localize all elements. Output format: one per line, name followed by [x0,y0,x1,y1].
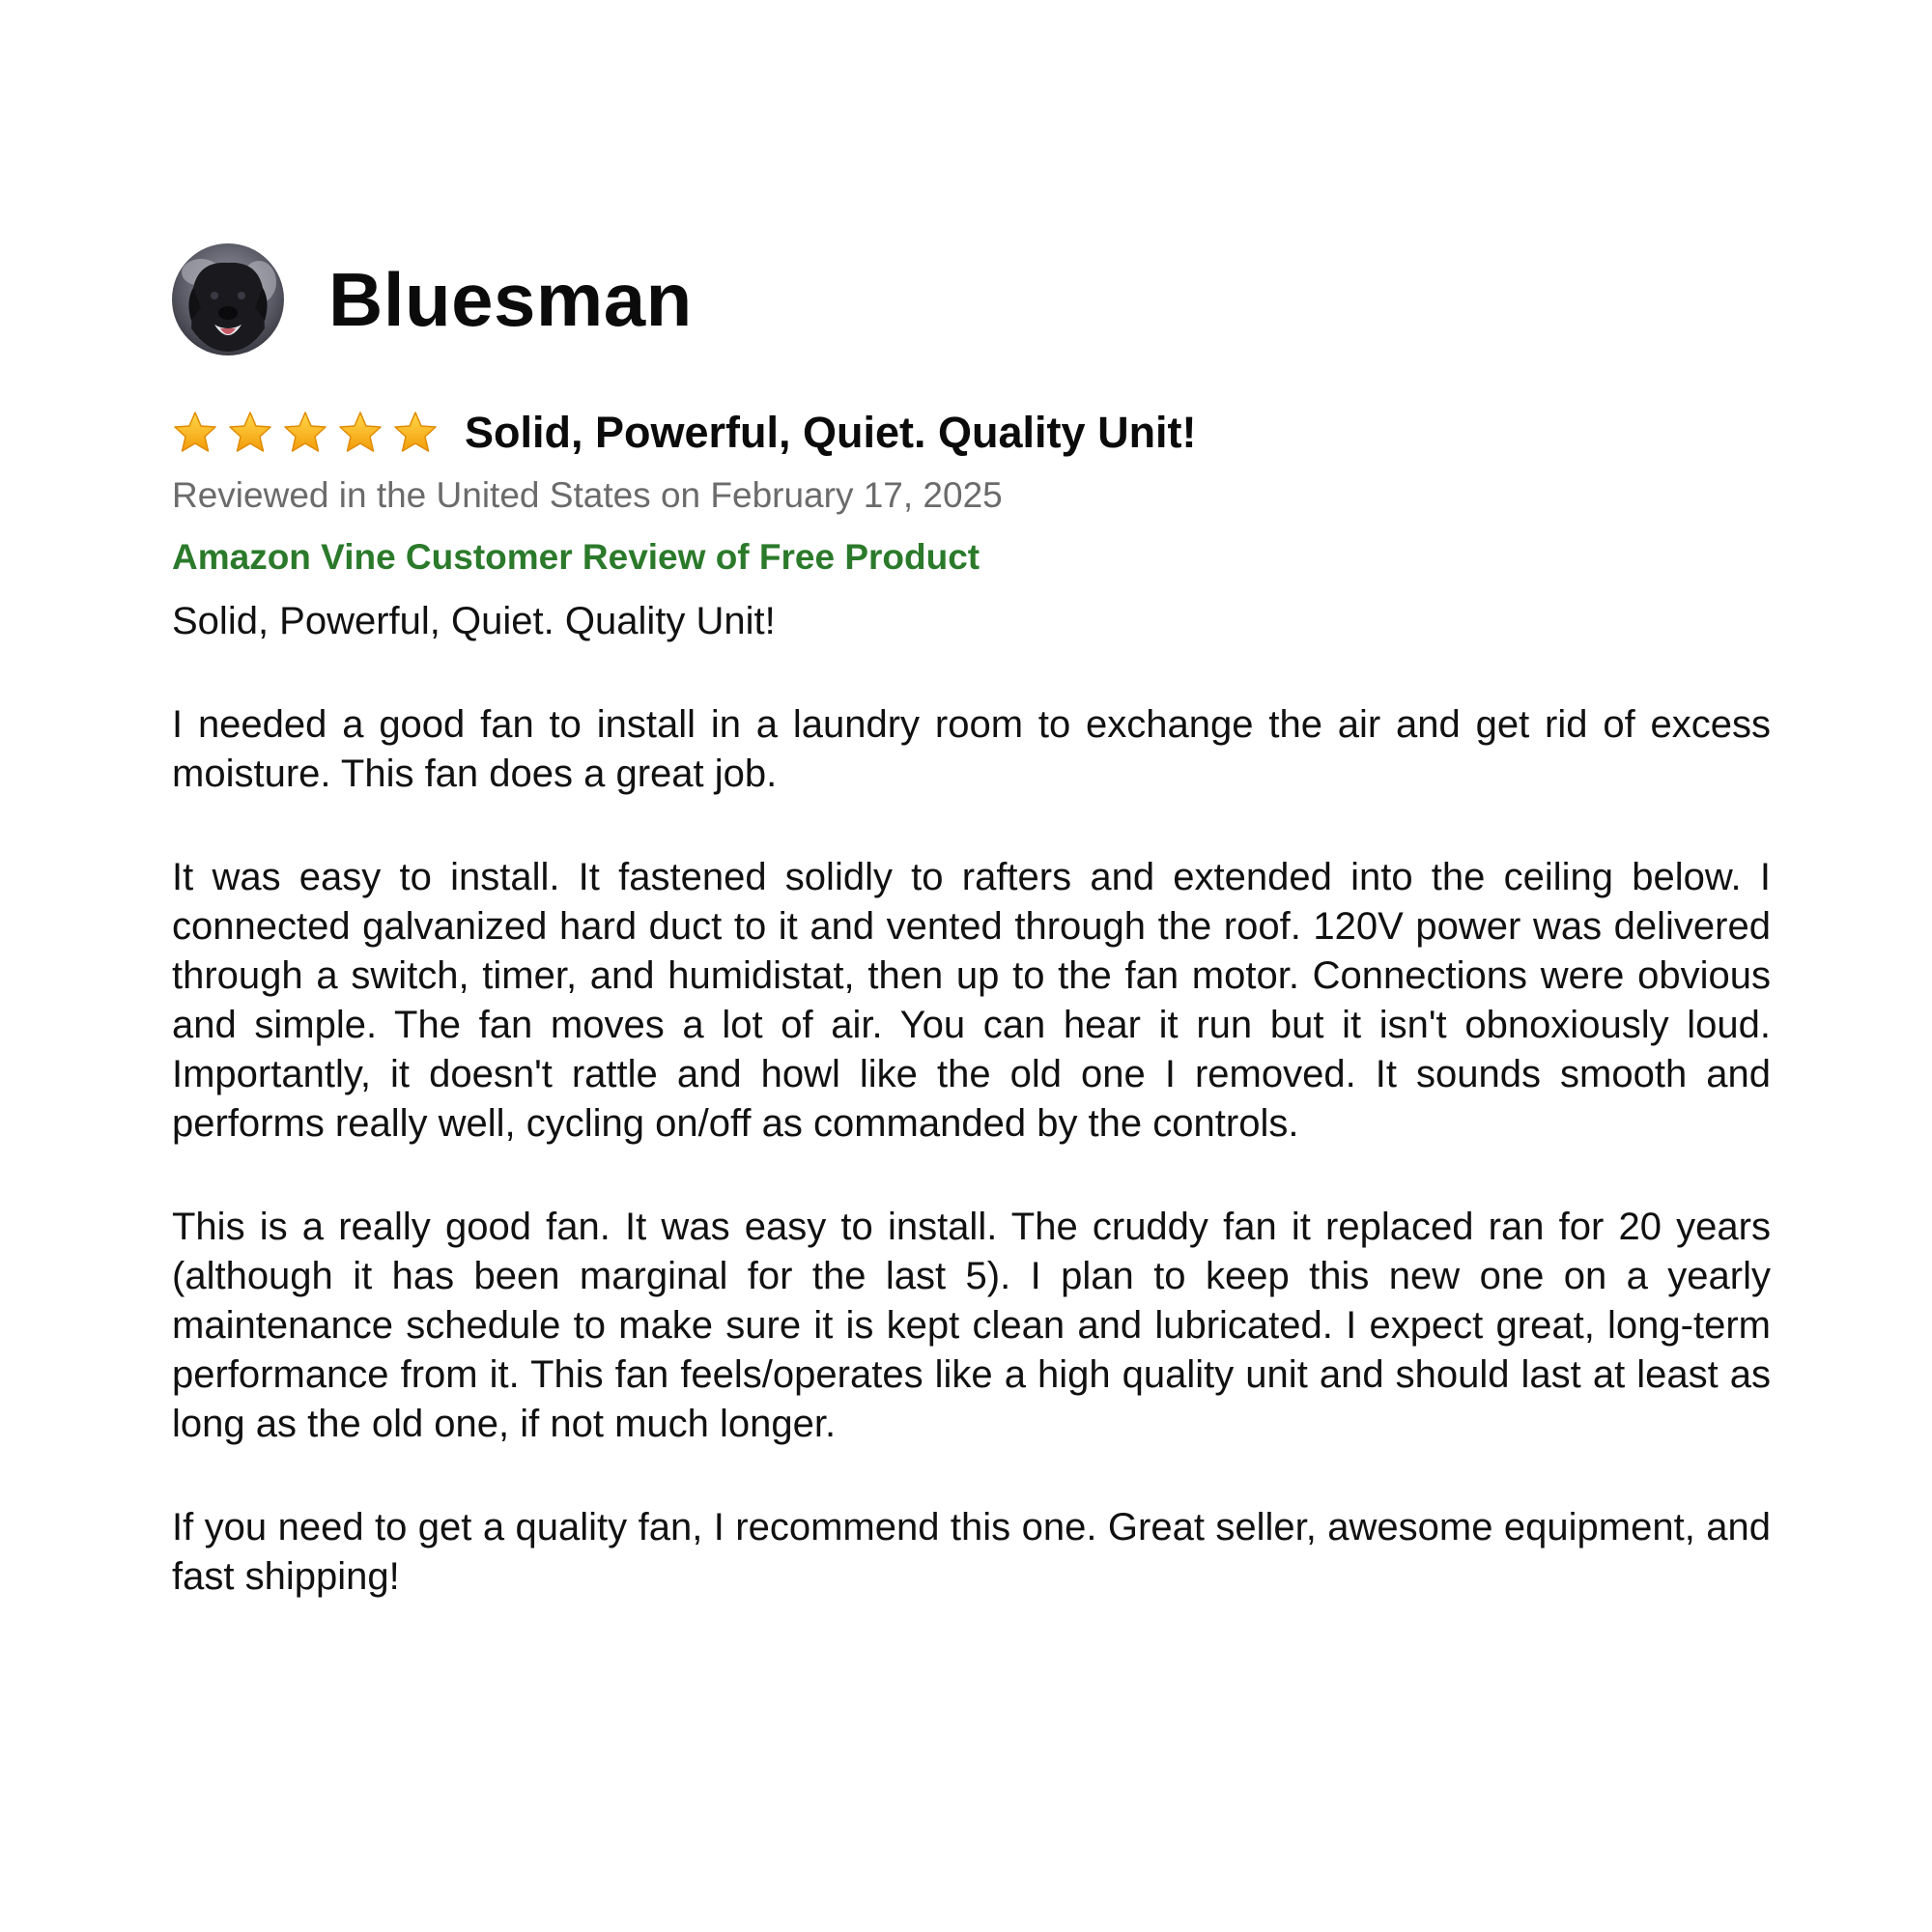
avatar[interactable] [172,243,284,355]
star-icon [337,410,384,456]
reviewer-header [172,242,1771,357]
dog-avatar-icon [172,243,284,355]
rating-row [172,402,1771,464]
star-icon [282,410,328,456]
review-paragraph: I needed a good fan to install in a laundry room to exchange the air and get rid of excess moisture. This fan does a great job. [172,703,1771,795]
review-body [172,597,1771,1602]
review-card [172,242,1771,1656]
review-date: Reviewed in the United States on February 17, 2025 [172,475,1003,515]
review-paragraph: This is a really good fan. It was easy to install. The cruddy fan it replaced ran for 20 years (although it has been marginal for the last 5). I plan to keep this new one on a yearly maintenance schedule to make sure it is kept clean and lubricated. I expect great, long-term performance from it. This fan feels/operates like a high quality unit and should last at least as long as the old one, if not much longer. [172,1206,1771,1445]
review-paragraph: It was easy to install. It fastened solidly to rafters and extended into the ceiling below. I connected galvanized hard duct to it and vented through the roof. 120V power was delivered through a switch, timer, and humidistat, then up to the fan motor. Connections were obvious and simple. The fan moves a lot of air. You can hear it run but it isn't obnoxiously loud. Importantly, it doesn't rattle and howl like the old one I removed. It sounds smooth and performs really well, cycling on/off as commanded by the controls. [172,856,1771,1145]
star-icon [172,410,218,456]
reviewer-name[interactable]: Bluesman [328,256,693,342]
review-paragraph: If you need to get a quality fan, I recommend this one. Great seller, awesome equipment, and fast shipping! [172,1506,1771,1598]
review-title[interactable]: Solid, Powerful, Quiet. Quality Unit! [465,408,1197,457]
review-paragraph: Solid, Powerful, Quiet. Quality Unit! [172,600,776,642]
star-icon [227,410,273,456]
vine-badge: Amazon Vine Customer Review of Free Product [172,537,980,577]
star-icon [392,410,439,456]
star-rating [172,410,447,456]
